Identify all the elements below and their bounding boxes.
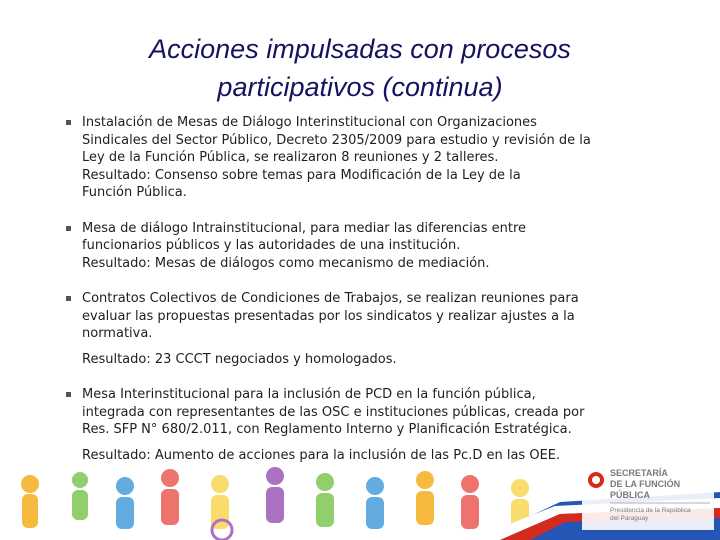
item-1-line-1: Instalación de Mesas de Diálogo Interinstitucional con Organizaciones bbox=[82, 115, 537, 130]
item-3-line-1: Contratos Colectivos de Condiciones de Trabajos, se realizan reuniones para bbox=[82, 291, 579, 306]
item-2-line-2: funcionarios públicos y las autoridades de una institución. bbox=[82, 238, 461, 253]
bullet-item-1 bbox=[66, 114, 660, 202]
square-bullet-icon bbox=[66, 296, 71, 301]
square-bullet-icon bbox=[66, 226, 71, 231]
item-3-line-2: evaluar las propuestas presentadas por los sindicatos y realizar ajustes a la bbox=[82, 308, 575, 324]
title-line-2: participativos (continua) bbox=[217, 72, 503, 102]
square-bullet-icon bbox=[66, 392, 71, 397]
logo-line-1: SECRETARÍA bbox=[610, 468, 668, 478]
title-line-1: Acciones impulsadas con procesos bbox=[149, 34, 571, 64]
sfp-logo bbox=[582, 466, 714, 530]
item-1-line-2: Sindicales del Sector Público, Decreto 2305/2009 para estudio y revisión de la bbox=[82, 132, 591, 148]
item-1-line-5: Función Pública. bbox=[82, 185, 187, 200]
item-1-line-4: Resultado: Consenso sobre temas para Modificación de la Ley de la bbox=[82, 167, 521, 183]
item-4-line-1: Mesa Interinstitucional para la inclusión de PCD en la función pública, bbox=[82, 387, 536, 402]
item-4-line-3: Res. SFP N° 680/2.011, con Reglamento Interno y Planificación Estratégica. bbox=[82, 422, 572, 437]
logo-line-4: Presidencia de la República bbox=[610, 507, 691, 514]
item-2-line-3: Resultado: Mesas de diálogos como mecanismo de mediación. bbox=[82, 255, 490, 271]
item-1-line-3: Ley de la Función Pública, se realizaron 8 reuniones y 2 talleres. bbox=[82, 150, 499, 165]
logo-line-2: DE LA FUNCIÓN bbox=[610, 479, 681, 489]
bullet-item-4 bbox=[66, 386, 660, 464]
logo-line-3: PÚBLICA bbox=[610, 490, 650, 500]
bullet-item-2 bbox=[66, 220, 660, 273]
item-4-line-2: integrada con representantes de las OSC e instituciones públicas, creada por bbox=[82, 404, 585, 420]
item-4-result: Resultado: Aumento de acciones para la inclusión de las Pc.D en las OEE. bbox=[82, 447, 561, 463]
bullet-list bbox=[66, 114, 660, 482]
item-3-line-3: normativa. bbox=[82, 326, 153, 341]
square-bullet-icon bbox=[66, 120, 71, 125]
bullet-item-3 bbox=[66, 290, 660, 368]
logo-line-5: del Paraguay bbox=[610, 515, 649, 522]
item-2-line-1: Mesa de diálogo Intrainstitucional, para mediar las diferencias entre bbox=[82, 220, 527, 236]
slide-title bbox=[60, 30, 660, 106]
item-3-result: Resultado: 23 CCCT negociados y homologados. bbox=[82, 351, 397, 367]
